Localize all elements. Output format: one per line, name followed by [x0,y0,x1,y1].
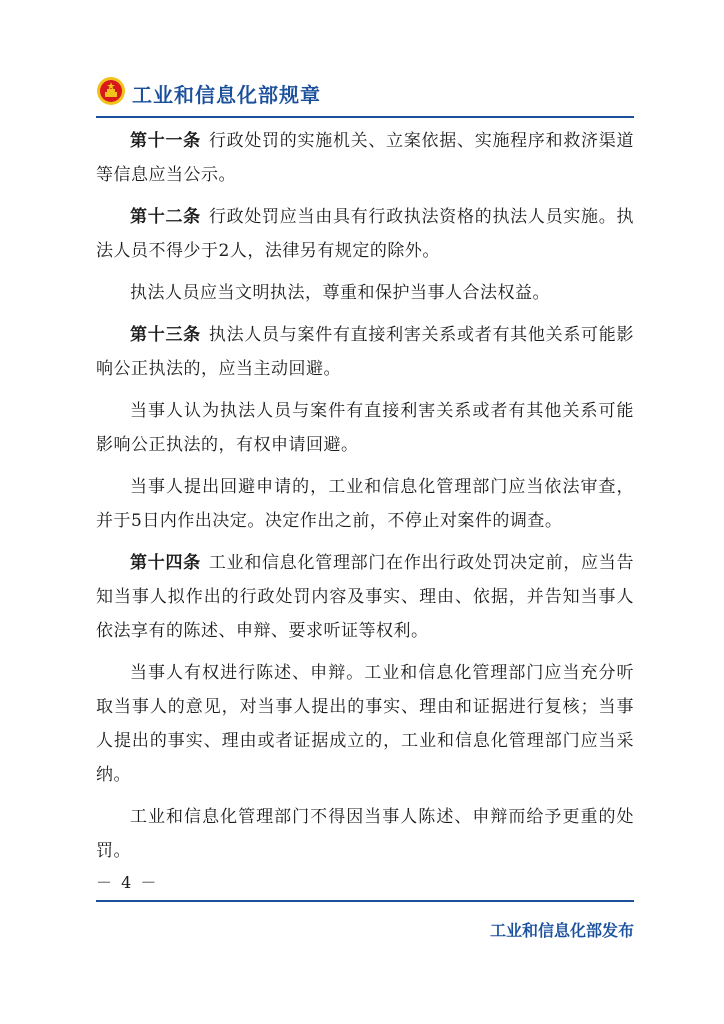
paragraph-text: 当事人有权进行陈述、申辩。工业和信息化管理部门应当充分听取当事人的意见，对当事人提出的事实、理由和证据进行复核；当事人提出的事实、理由或者证据成立的，工业和信息化管理部门应当采纳。 [96,663,634,785]
header-title: 工业和信息化部规章 [132,83,321,107]
article-heading: 第十二条 [130,207,201,227]
paragraph [96,800,634,868]
paragraph-text: 行政处罚的实施机关、立案依据、实施程序和救济渠道等信息应当公示。 [96,131,635,185]
document-body [96,124,634,876]
paragraph-text: 工业和信息化管理部门在作出行政处罚决定前，应当告知当事人拟作出的行政处罚内容及事实、理由、依据，并告知当事人依法享有的陈述、申辩、要求听证等权利。 [96,553,635,641]
footer-rule [96,900,634,902]
paragraph-text: 执法人员应当文明执法，尊重和保护当事人合法权益。 [130,283,550,303]
article-heading: 第十三条 [130,325,201,345]
paragraph [96,394,634,462]
header-rule [96,116,634,118]
page-header [96,76,636,120]
page-number: － 4 － [96,873,159,892]
paragraph [96,200,634,268]
paragraph [96,276,634,310]
paragraph [96,656,634,792]
paragraph [96,470,634,538]
footer-publisher: 工业和信息化部发布 [489,921,634,940]
article-heading: 第十四条 [130,553,201,573]
paragraph [96,318,634,386]
paragraph [96,546,634,648]
paragraph [96,124,634,192]
national-emblem-icon [96,76,126,106]
paragraph-text: 当事人认为执法人员与案件有直接利害关系或者有其他关系可能影响公正执法的，有权申请回避。 [96,401,634,455]
paragraph-text: 行政处罚应当由具有行政执法资格的执法人员实施。执法人员不得少于2人，法律另有规定的除外。 [96,207,635,261]
paragraph-text: 当事人提出回避申请的，工业和信息化管理部门应当依法审查，并于5日内作出决定。决定作出之前，不停止对案件的调查。 [96,477,634,531]
article-heading: 第十一条 [130,131,201,151]
paragraph-text: 工业和信息化管理部门不得因当事人陈述、申辩而给予更重的处罚。 [96,807,634,861]
paragraph-text: 执法人员与案件有直接利害关系或者有其他关系可能影响公正执法的，应当主动回避。 [96,325,635,379]
